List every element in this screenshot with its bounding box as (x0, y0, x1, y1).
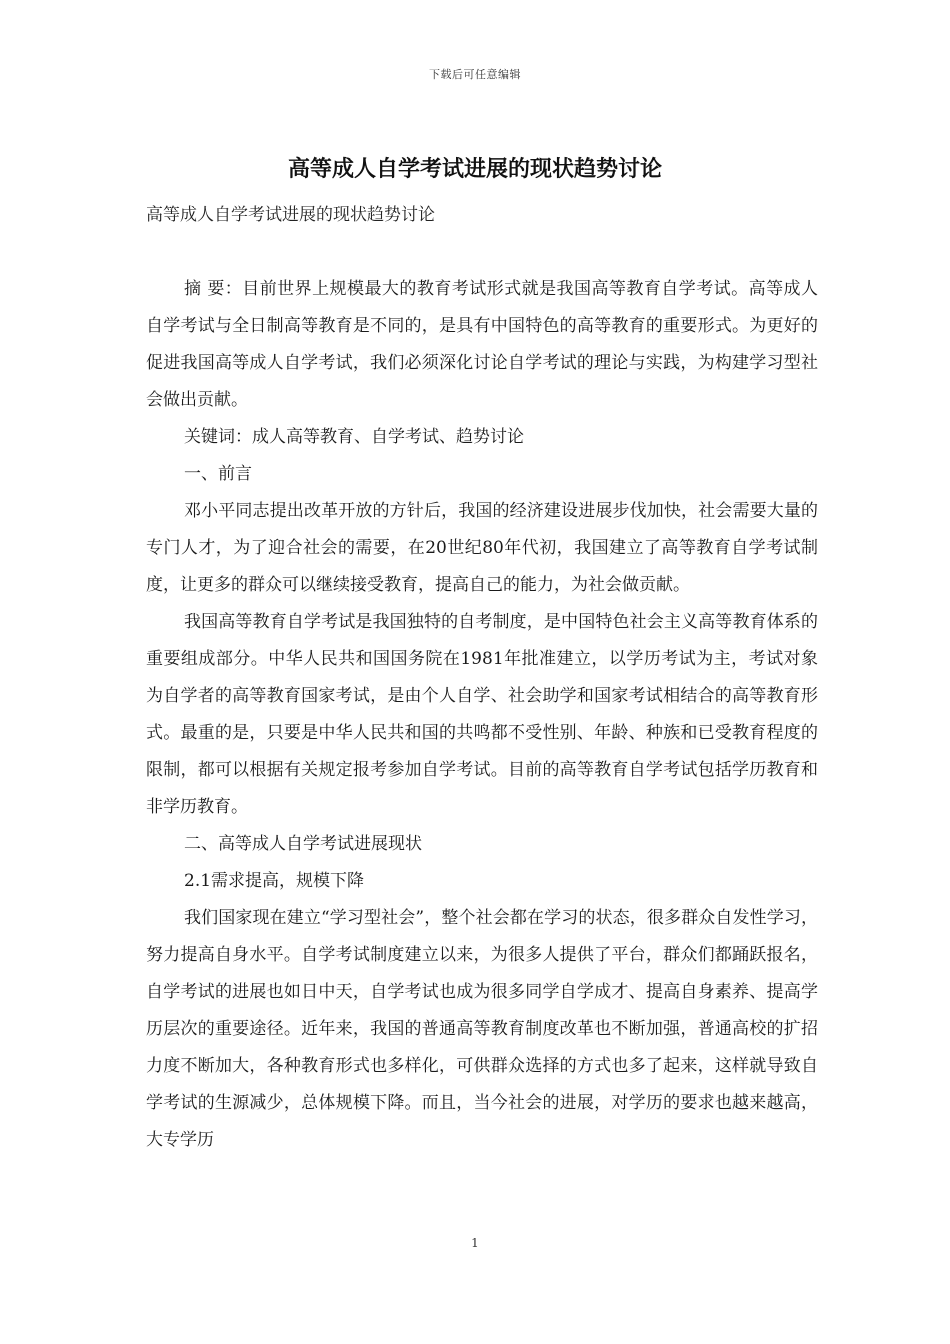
body-paragraph: 我国高等教育自学考试是我国独特的自考制度，是中国特色社会主义高等教育体系的重要组成部分。中华人民共和国国务院在1981年批准建立，以学历考试为主，考试对象为自学者的高等教育国家考试，是由个人自学、社会助学和国家考试相结合的高等教育形式。最重的是，只要是中华人民共和国的共鸣都不受性别、年龄、种族和已受教育程度的限制，都可以根据有关规定报考参加自学考试。目前的高等教育自学考试包括学历教育和非学历教育。 (146, 612, 818, 817)
section-heading-intro: 一、前言 (184, 464, 252, 484)
document-title: 高等成人自学考试进展的现状趋势讨论 (287, 156, 662, 182)
abstract-paragraph: 摘 要：目前世界上规模最大的教育考试形式就是我国高等教育自学考试。高等成人自学考试与全日制高等教育是不同的，是具有中国特色的高等教育的重要形式。为更好的促进我国高等成人自学考试，我们必须深化讨论自学考试的理论与实践，为构建学习型社会做出贡献。 (146, 279, 818, 410)
body-paragraph: 邓小平同志提出改革开放的方针后，我国的经济建设进展步伐加快，社会需要大量的专门人才，为了迎合社会的需要，在20世纪80年代初，我国建立了高等教育自学考试制度，让更多的群众可以继续接受教育，提高自己的能力，为社会做贡献。 (146, 501, 818, 595)
page-number: 1 (471, 1236, 479, 1250)
page-header-note: 下载后可任意编辑 (429, 68, 521, 81)
document-subtitle: 高等成人自学考试进展的现状趋势讨论 (146, 205, 435, 225)
keywords-paragraph: 关键词：成人高等教育、自学考试、趋势讨论 (184, 427, 524, 447)
section-heading-status: 二、高等成人自学考试进展现状 (184, 834, 422, 854)
document-body (146, 271, 818, 1159)
subsection-heading: 2.1需求提高，规模下降 (184, 871, 365, 891)
body-paragraph: 我们国家现在建立“学习型社会”，整个社会都在学习的状态，很多群众自发性学习，努力提高自身水平。自学考试制度建立以来，为很多人提供了平台，群众们都踊跃报名，自学考试的进展也如日中天，自学考试也成为很多同学自学成才、提高自身素养、提高学历层次的重要途径。近年来，我国的普通高等教育制度改革也不断加强，普通高校的扩招力度不断加大，各种教育形式也多样化，可供群众选择的方式也多了起来，这样就导致自学考试的生源减少，总体规模下降。而且，当今社会的进展，对学历的要求也越来越高，大专学历 (146, 908, 818, 1150)
